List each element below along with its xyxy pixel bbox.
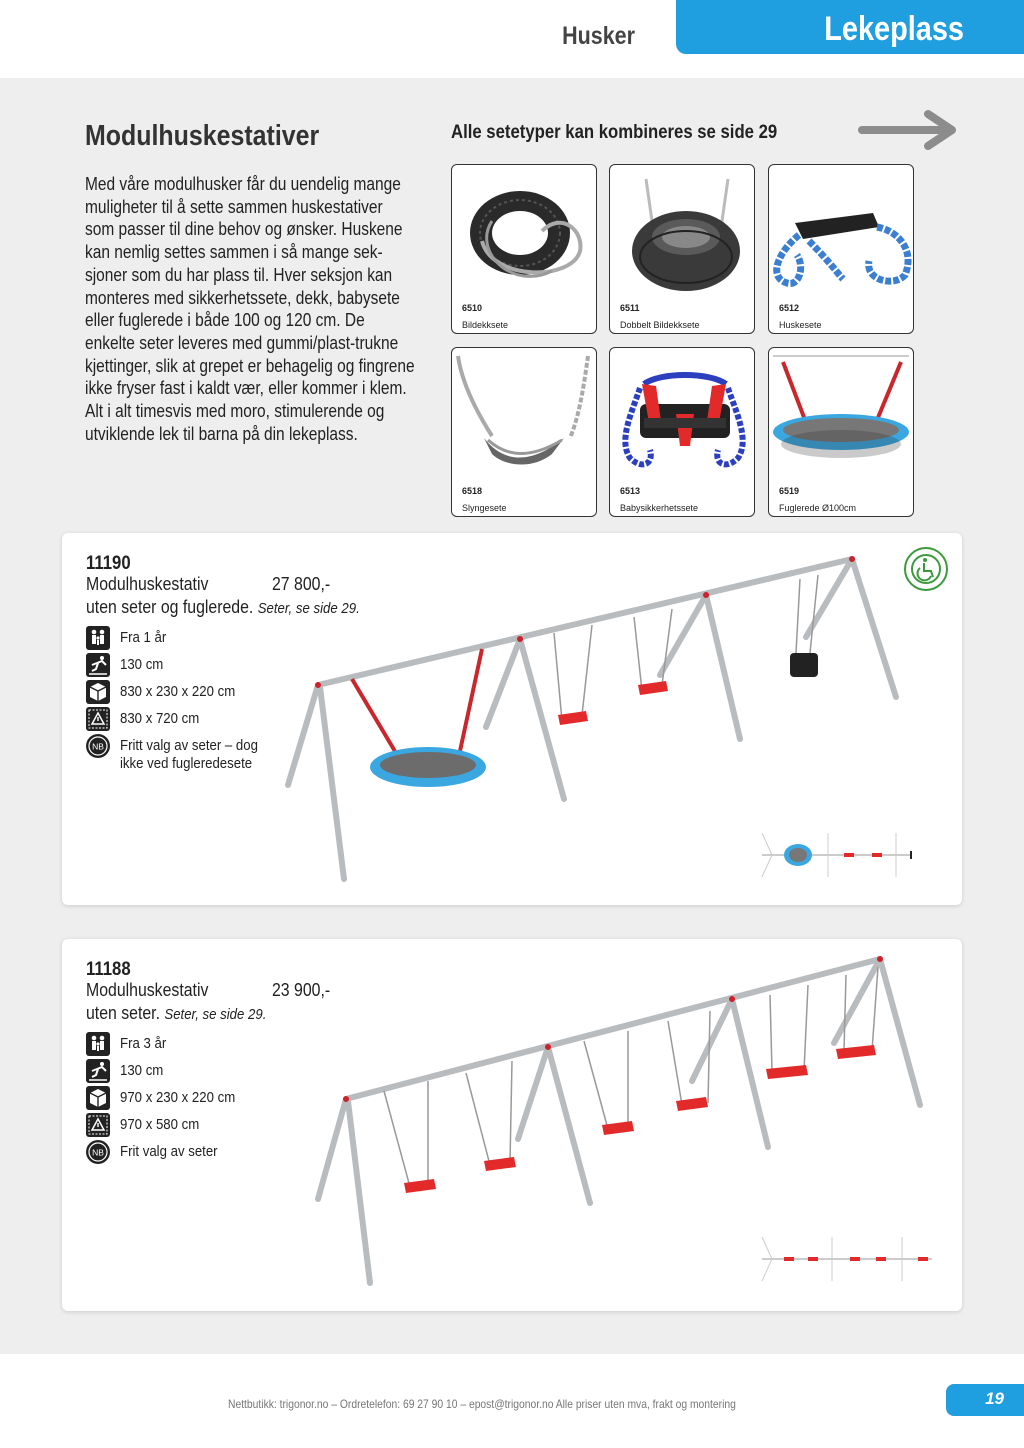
seat-name: Huskesete [779,320,822,330]
fall-height-icon [86,653,110,677]
product-card-11190 [62,533,962,905]
spec-fall-height-text: 130 cm [120,656,164,673]
intro-line: sjoner som du har plass til. Hver seksjon kan [85,264,393,285]
tire-seat-image [452,171,596,301]
product-price: 23 900,- [272,980,331,1000]
cube-icon [86,680,110,704]
svg-text:NB: NB [92,741,104,752]
page-header [0,0,1024,78]
product-code: 11190 [86,553,131,574]
family-icon [86,626,110,650]
section-label: Husker [562,22,635,50]
baby-seat-image [610,354,754,484]
page-number-tab [946,1384,1024,1416]
arrow-right-icon [858,108,962,152]
seat-name: Dobbelt Bildekksete [620,320,700,330]
product-price: 27 800,- [272,574,331,594]
double-tire-seat-image [610,171,754,301]
spec-age-text: Fra 1 år [120,629,167,646]
safety-zone-icon [86,1113,110,1137]
seat-card-6511[interactable] [609,164,755,334]
spec-nb-text [120,737,258,773]
nb-icon [86,734,110,758]
intro-line: kjettinger, slik at grepet er behagelig og fingrene [85,355,415,376]
seat-code: 6510 [462,303,483,313]
spec-safety-zone-text: 970 x 580 cm [120,1116,200,1133]
intro-line: monteres med sikkerhetssete, dekk, babysete [85,287,400,308]
seat-code: 6511 [620,303,640,313]
fall-height-icon [86,1059,110,1083]
seat-card-6513[interactable] [609,347,755,517]
seat-code: 6513 [620,486,641,496]
intro-line: Alt i alt timesvis med moro, stimulerende og [85,401,385,422]
product-card-11188 [62,939,962,1311]
seat-code: 6519 [779,486,800,496]
intro-line: eller fuglerede i både 100 og 120 cm. De [85,310,365,331]
seat-card-6512[interactable] [768,164,914,334]
seat-name: Slyngesete [462,503,507,513]
intro-line: utviklende lek til barna på din lekeplass. [85,423,358,444]
intro-line: Med våre modulhusker får du uendelig mange [85,174,401,194]
intro-line: ikke fryser fast i kaldt vær, eller kommer i klem. [85,378,407,399]
seat-code: 6512 [779,303,800,313]
seat-card-6518[interactable] [451,347,597,517]
intro-line: muligheter til å sette sammen huskestativer [85,196,383,217]
swing-set-11190-image [282,553,912,893]
product-code: 11188 [86,959,131,980]
safety-zone-icon [86,707,110,731]
product-subtitle-text: uten seter og fuglerede. [86,597,254,617]
product-subtitle-text: uten seter. [86,1003,160,1023]
spec-dimensions-text: 970 x 230 x 220 cm [120,1089,236,1106]
seat-name: Bildekksete [462,320,509,330]
category-tab [676,0,1024,54]
spec-dimensions-text: 830 x 230 x 220 cm [120,683,236,700]
product-name: Modulhuskestativ [86,574,209,594]
product-subtitle [86,1003,266,1024]
sling-seat-image [452,354,596,484]
seat-name: Babysikkerhetssete [620,503,699,513]
seat-combination-note: Alle setetyper kan kombineres se side 29 [451,122,778,143]
footer-contact: Nettbutikk: trigonor.no – Ordretelefon: 69 27 90 10 – epost@trigonor.no Alle priser uten mva, frakt og montering [228,1397,736,1411]
svg-text:NB: NB [92,1147,104,1158]
spec-safety-zone-text: 830 x 720 cm [120,710,200,727]
seat-card-6510[interactable] [451,164,597,334]
spec-age-text: Fra 3 år [120,1035,167,1052]
intro-line: enkelte seter leveres med gummi/plast-trukne [85,332,399,353]
family-icon [86,1032,110,1056]
birds-nest-seat-image [769,354,913,484]
product-subtitle-note: Seter, se side 29. [164,1006,267,1023]
category-label: Lekeplass [824,10,964,48]
intro-text [85,173,429,445]
page-title: Modulhuskestativer [85,120,320,152]
page-number: 19 [985,1389,1004,1408]
intro-line: kan nemlig settes sammen i så mange sek- [85,242,383,263]
swing-set-11188-image [312,953,932,1293]
seat-code: 6518 [462,486,483,496]
spec-nb-line: Fritt valg av seter – dog [120,737,258,754]
cube-icon [86,1086,110,1110]
seat-card-6519[interactable] [768,347,914,517]
nb-icon [86,1140,110,1164]
spec-fall-height-text: 130 cm [120,1062,164,1079]
product-subtitle-note: Seter, se side 29. [257,600,360,617]
spec-nb-line: ikke ved fugleredesete [120,755,253,772]
product-name: Modulhuskestativ [86,980,209,1000]
flat-seat-image [769,171,913,301]
spec-nb-text: Frit valg av seter [120,1143,218,1160]
intro-line: som passer til dine behov og ønsker. Huskene [85,219,403,240]
seat-name: Fuglerede Ø100cm [779,503,857,513]
